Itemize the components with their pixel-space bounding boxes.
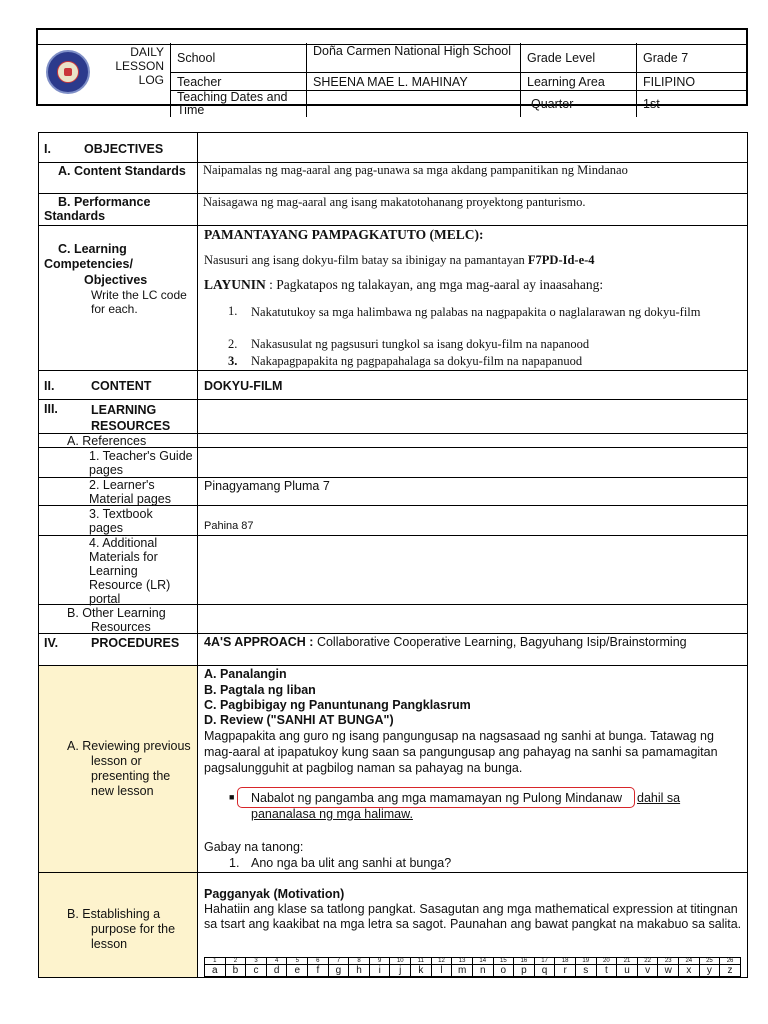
chart-number-cell: 17 — [534, 958, 555, 964]
content-standards-value: Naipamalas ng mag-aaral ang pag-unawa sa mga akdang pampanitikan ng Mindanao — [203, 163, 628, 177]
chart-number-cell: 20 — [596, 958, 617, 964]
chart-letter-cell: d — [266, 965, 287, 977]
chart-letter-cell: c — [245, 965, 266, 977]
lc-code-note: Write the LC code for each. — [91, 288, 187, 316]
objective-item-number: 1. — [228, 304, 238, 318]
chart-letter-cell: b — [225, 965, 246, 977]
bullet-icon: ■ — [229, 792, 235, 802]
chart-number-cell: 23 — [657, 958, 678, 964]
chart-number-cell: 13 — [451, 958, 472, 964]
chart-number-row — [205, 958, 740, 965]
resources-label: LEARNING RESOURCES — [91, 403, 171, 433]
procedure-b-label: B. Establishing a purpose for the lesson — [67, 907, 176, 951]
chart-letter-cell: r — [554, 965, 575, 977]
layunin-line: LAYUNIN : Pagkatapos ng talakayan, ang mga mag-aaral ay inaasahang: — [204, 277, 604, 292]
content-label: CONTENT — [91, 379, 152, 393]
objective-item: Nakapagpapakita ng pagpapahalaga sa dokyu-film na napapanuod — [251, 354, 583, 368]
teacher-label: Teacher — [177, 75, 222, 89]
deped-seal-logo — [46, 50, 90, 94]
additional-materials-label: 4. Additional Materials for Learning Resource (LR) portal — [89, 536, 171, 606]
teaching-dates-label: Teaching Dates and Time — [177, 90, 288, 117]
chart-letter-cell: t — [596, 965, 617, 977]
resources-num: III. — [44, 402, 58, 416]
performance-standards-label: B. Performance Standards — [44, 195, 151, 223]
chart-letter-cell: n — [472, 965, 493, 977]
chart-number-cell: 16 — [513, 958, 534, 964]
objective-item: Nakatutukoy sa mga halimbawa ng palabas na nagpapakita o naglalarawan ng dokyu-film — [251, 305, 701, 319]
chart-number-cell: 8 — [348, 958, 369, 964]
layunin-label: LAYUNIN — [204, 277, 266, 292]
chart-letter-cell: w — [657, 965, 678, 977]
chart-number-cell: 14 — [472, 958, 493, 964]
textbook-label: 3. Textbook pages — [89, 507, 153, 535]
learners-material-value: Pinagyamang Pluma 7 — [204, 479, 330, 493]
chart-number-cell: 22 — [637, 958, 658, 964]
melc-heading: PAMANTAYANG PAMPAGKATUTO (MELC): — [204, 227, 484, 242]
approach-line: 4A'S APPROACH : Collaborative Cooperative Learning, Bagyuhang Isip/Brainstorming — [204, 635, 687, 649]
chart-number-cell: 9 — [369, 958, 390, 964]
daily-lesson-log-label: DAILY LESSON LOG — [115, 45, 164, 87]
chart-number-cell: 19 — [575, 958, 596, 964]
quarter-label: Quarter — [531, 97, 574, 111]
objectives-heading: OBJECTIVES — [84, 142, 164, 156]
chart-letter-cell: l — [431, 965, 452, 977]
chart-number-cell: 11 — [410, 958, 431, 964]
chart-letter-cell: i — [369, 965, 390, 977]
example-sentence-underlined: pananalasa ng mga halimaw. — [251, 807, 413, 821]
chart-letter-cell: v — [637, 965, 658, 977]
chart-letter-cell: u — [616, 965, 637, 977]
chart-letter-row — [205, 965, 740, 977]
procedure-item: B. Pagtala ng liban — [204, 683, 316, 697]
quarter-value: 1st — [643, 97, 660, 111]
objective-item-number: 3. — [228, 354, 238, 368]
chart-letter-cell: h — [348, 965, 369, 977]
procedures-label: PROCEDURES — [91, 636, 180, 650]
chart-letter-cell: m — [451, 965, 472, 977]
chart-number-cell: 26 — [719, 958, 740, 964]
chart-letter-cell: j — [389, 965, 410, 977]
chart-letter-cell: x — [678, 965, 699, 977]
procedures-num: IV. — [44, 636, 59, 650]
chart-letter-cell: k — [410, 965, 431, 977]
letter-number-chart — [204, 957, 741, 977]
other-resources-label: B. Other Learning Resources — [67, 606, 166, 634]
chart-number-cell: 2 — [225, 958, 246, 964]
grade-level-value: Grade 7 — [643, 51, 689, 65]
performance-standards-value: Naisagawa ng mag-aaral ang isang makatotohanang proyektong panturismo. — [203, 195, 586, 209]
motivation-heading: Pagganyak (Motivation) — [204, 887, 345, 901]
procedure-item: C. Pagbibigay ng Panuntunang Pangklasrum — [204, 698, 471, 712]
motivation-text: Hahatiin ang klase sa tatlong pangkat. Sasagutan ang mga mathematical expression at titingnan sa tsart ang kaakibat na mga letra sa sagot. Paunahan ang bawat pangkat na makabuo sa salita. — [204, 902, 742, 931]
chart-number-cell: 5 — [286, 958, 307, 964]
chart-number-cell: 15 — [493, 958, 514, 964]
chart-letter-cell: f — [307, 965, 328, 977]
chart-number-cell: 10 — [389, 958, 410, 964]
gabay-question: Ano nga ba ulit ang sanhi at bunga? — [251, 856, 452, 870]
example-sentence-underlined: dahil sa — [637, 791, 681, 805]
content-num: II. — [44, 379, 55, 393]
procedure-item: D. Review ("SANHI AT BUNGA") — [204, 713, 394, 727]
chart-letter-cell: y — [699, 965, 720, 977]
chart-number-cell: 18 — [554, 958, 575, 964]
chart-letter-cell: o — [493, 965, 514, 977]
review-paragraph: Magpapakita ang guro ng isang pangungusap na nagsasaad ng sanhi at bunga. Tatawag ng mag-aaral at ipapatukoy kung saan sa pangungusap ang pahayag na sanhi sa pamamagitan pagsalungguhit at pagbilog naman sa pahayag na bunga. — [204, 729, 718, 775]
chart-letter-cell: e — [286, 965, 307, 977]
chart-number-cell: 25 — [699, 958, 720, 964]
chart-letter-cell: s — [575, 965, 596, 977]
chart-letter-cell: q — [534, 965, 555, 977]
textbook-value: Pahina 87 — [204, 520, 254, 532]
gabay-label: Gabay na tanong: — [204, 840, 304, 854]
chart-number-cell: 4 — [266, 958, 287, 964]
example-sentence-circled: Nabalot ng pangamba ang mga mamamayan ng Pulong Mindanaw — [251, 791, 623, 805]
chart-number-cell: 24 — [678, 958, 699, 964]
learning-area-value: FILIPINO — [643, 75, 696, 89]
approach-label: 4A'S APPROACH : — [204, 635, 314, 649]
chart-number-cell: 3 — [245, 958, 266, 964]
melc-code: F7PD-Id-e-4 — [527, 253, 595, 267]
content-standards-label: A. Content Standards — [58, 164, 186, 178]
chart-number-cell: 1 — [213, 958, 217, 964]
chart-number-cell: 21 — [616, 958, 637, 964]
grade-level-label: Grade Level — [527, 51, 596, 65]
learning-objectives-label: Objectives — [84, 273, 148, 287]
objective-item: Nakasusulat ng pagsusuri tungkol sa isang dokyu-film na napanood — [251, 337, 590, 351]
procedure-a-label: A. Reviewing previous lesson or presenting the new lesson — [67, 739, 191, 798]
chart-number-cell: 12 — [431, 958, 452, 964]
chart-number-cell: 7 — [328, 958, 349, 964]
learning-area-label: Learning Area — [527, 75, 605, 89]
teachers-guide-label: 1. Teacher's Guide pages — [89, 449, 193, 477]
school-label: School — [177, 51, 216, 65]
references-label: A. References — [67, 434, 147, 448]
chart-letter-cell: z — [719, 965, 740, 977]
gabay-question-number: 1. — [229, 856, 240, 870]
melc-text: Nasusuri ang isang dokyu-film batay sa ibinigay na pamantayan F7PD-Id-e-4 — [204, 253, 595, 267]
procedure-item: A. Panalangin — [204, 667, 287, 681]
learning-competencies-label: C. Learning Competencies/ — [44, 242, 133, 271]
chart-letter-cell: p — [513, 965, 534, 977]
teacher-value: SHEENA MAE L. MAHINAY — [313, 75, 468, 89]
school-value: Doña Carmen National High School — [313, 44, 512, 58]
objectives-num: I. — [44, 142, 51, 156]
learners-material-label: 2. Learner's Material pages — [89, 478, 171, 506]
chart-letter-cell: g — [328, 965, 349, 977]
chart-number-cell: 6 — [307, 958, 328, 964]
content-value: DOKYU-FILM — [204, 379, 283, 393]
chart-letter-cell: a — [212, 965, 218, 976]
objective-item-number: 2. — [228, 337, 238, 351]
